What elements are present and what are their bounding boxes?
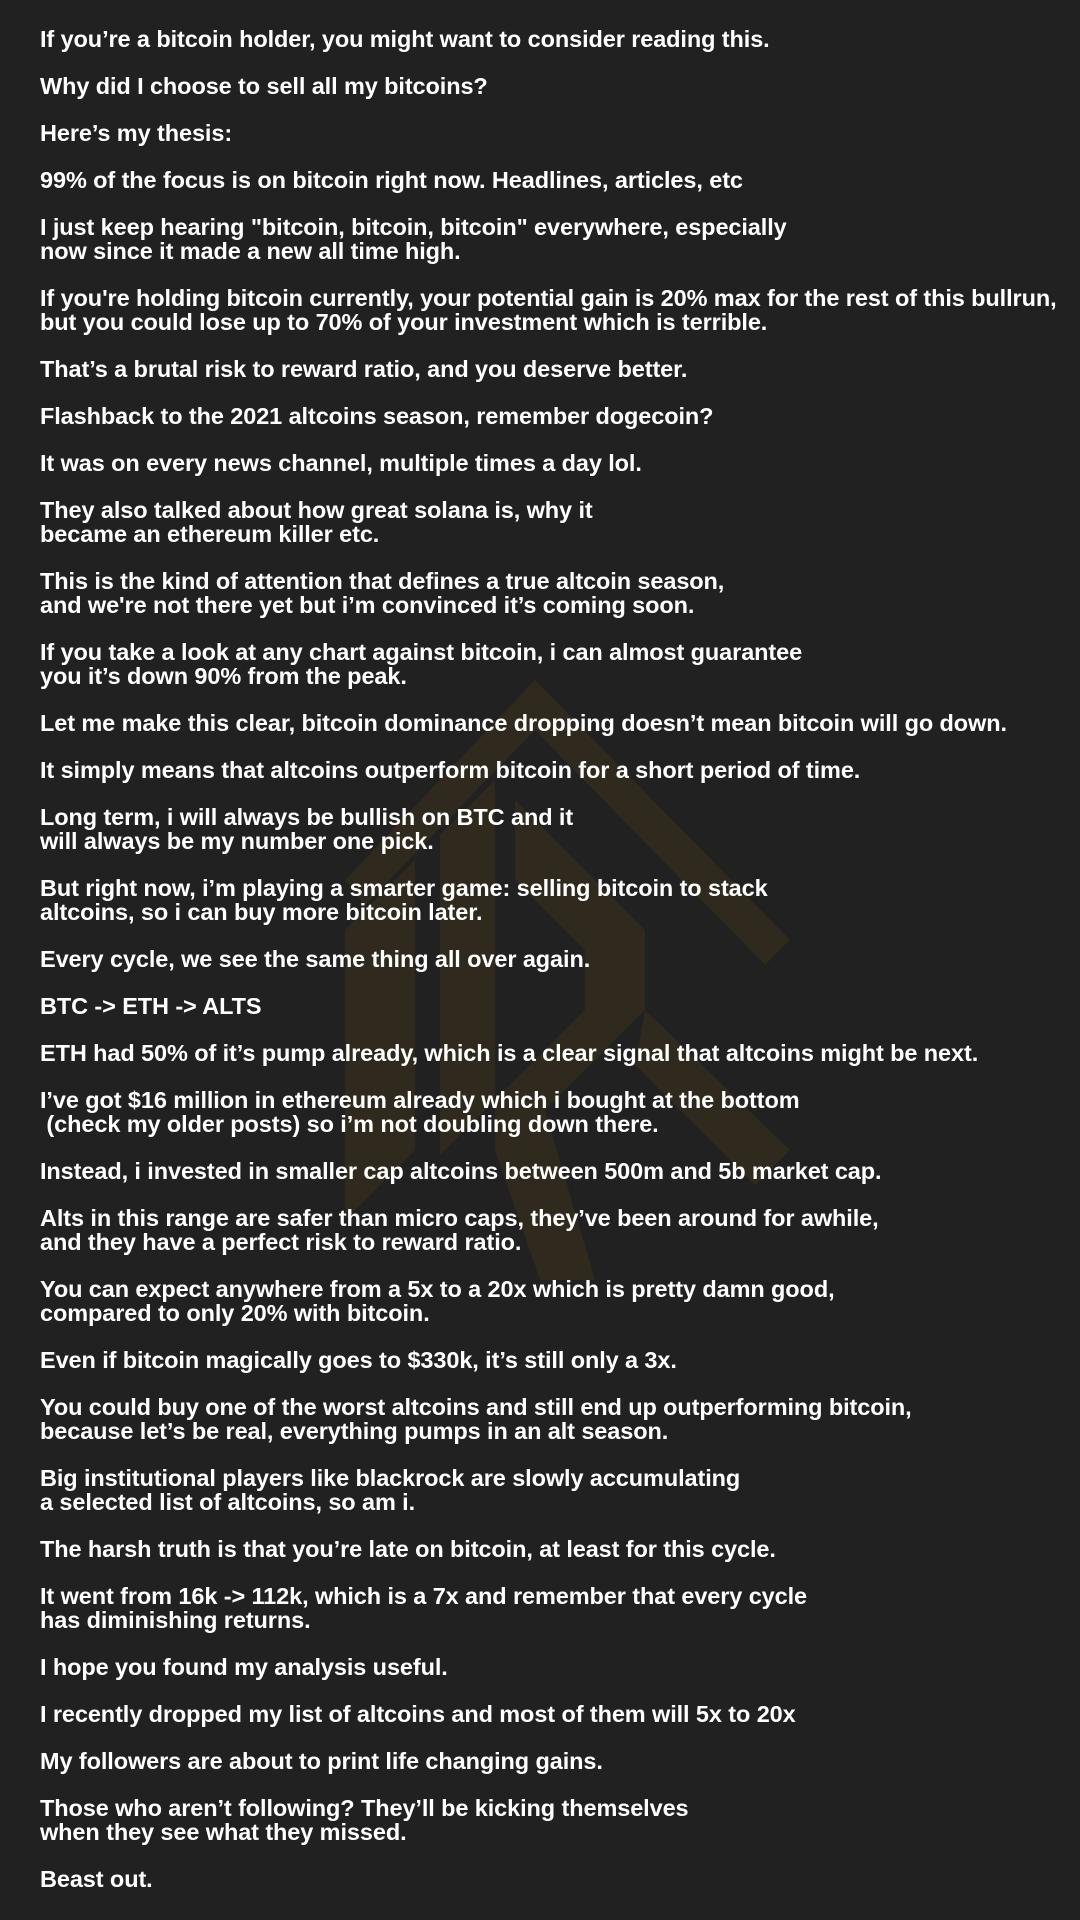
post-paragraph: My followers are about to print life changing gains.	[40, 1748, 603, 1774]
post-paragraph: It was on every news channel, multiple times a day lol.	[40, 450, 642, 476]
post-paragraph: Those who aren’t following? They’ll be kicking themselves when they see what they missed.	[40, 1795, 689, 1845]
post-paragraph: The harsh truth is that you’re late on bitcoin, at least for this cycle.	[40, 1536, 776, 1562]
post-paragraph: I just keep hearing "bitcoin, bitcoin, bitcoin" everywhere, especially now since it made a new all time high.	[40, 214, 787, 264]
post-paragraph: Instead, i invested in smaller cap altcoins between 500m and 5b market cap.	[40, 1158, 882, 1184]
post-paragraph: This is the kind of attention that defines a true altcoin season, and we're not there yet but i’m convinced it’s coming soon.	[40, 568, 725, 618]
post-body	[40, 27, 1070, 1914]
post-paragraph: Long term, i will always be bullish on BTC and it will always be my number one pick.	[40, 804, 574, 854]
post-paragraph: Why did I choose to sell all my bitcoins?	[40, 73, 488, 99]
post-paragraph: It went from 16k -> 112k, which is a 7x and remember that every cycle has diminishing returns.	[40, 1583, 808, 1633]
post-paragraph: BTC -> ETH -> ALTS	[40, 993, 262, 1019]
post-paragraph: They also talked about how great solana is, why it became an ethereum killer etc.	[40, 497, 593, 547]
post-paragraph: Here’s my thesis:	[40, 120, 233, 146]
post-paragraph: If you’re a bitcoin holder, you might want to consider reading this.	[40, 26, 770, 52]
post-paragraph: I hope you found my analysis useful.	[40, 1654, 448, 1680]
post-paragraph: Even if bitcoin magically goes to $330k, it’s still only a 3x.	[40, 1347, 677, 1373]
post-paragraph: 99% of the focus is on bitcoin right now. Headlines, articles, etc	[40, 167, 743, 193]
post-paragraph: ETH had 50% of it’s pump already, which is a clear signal that altcoins might be next.	[40, 1040, 979, 1066]
post-paragraph: That’s a brutal risk to reward ratio, and you deserve better.	[40, 356, 688, 382]
post-paragraph: If you take a look at any chart against bitcoin, i can almost guarantee you it’s down 90% from the peak.	[40, 639, 803, 689]
post-paragraph: You can expect anywhere from a 5x to a 20x which is pretty damn good, compared to only 20% with bitcoin.	[40, 1276, 835, 1326]
post-paragraph: Big institutional players like blackrock are slowly accumulating a selected list of altcoins, so am i.	[40, 1465, 741, 1515]
post-paragraph: It simply means that altcoins outperform bitcoin for a short period of time.	[40, 757, 861, 783]
post-paragraph: I recently dropped my list of altcoins and most of them will 5x to 20x	[40, 1701, 796, 1727]
post-paragraph: I’ve got $16 million in ethereum already which i bought at the bottom (check my older posts) so i’m not doubling down there.	[40, 1087, 800, 1137]
post-paragraph: Every cycle, we see the same thing all over again.	[40, 946, 591, 972]
post-paragraph: If you're holding bitcoin currently, your potential gain is 20% max for the rest of this bullrun, but you could lose up to 70% of your investment which is terrible.	[40, 285, 1057, 335]
post-paragraph: Let me make this clear, bitcoin dominance dropping doesn’t mean bitcoin will go down.	[40, 710, 1007, 736]
post-paragraph: Flashback to the 2021 altcoins season, remember dogecoin?	[40, 403, 714, 429]
post-paragraph: Beast out.	[40, 1866, 153, 1892]
post-paragraph: But right now, i’m playing a smarter game: selling bitcoin to stack altcoins, so i can buy more bitcoin later.	[40, 875, 768, 925]
post-paragraph: Alts in this range are safer than micro caps, they’ve been around for awhile, and they have a perfect risk to reward ratio.	[40, 1205, 879, 1255]
post-paragraph: You could buy one of the worst altcoins and still end up outperforming bitcoin, because let’s be real, everything pumps in an alt season.	[40, 1394, 912, 1444]
